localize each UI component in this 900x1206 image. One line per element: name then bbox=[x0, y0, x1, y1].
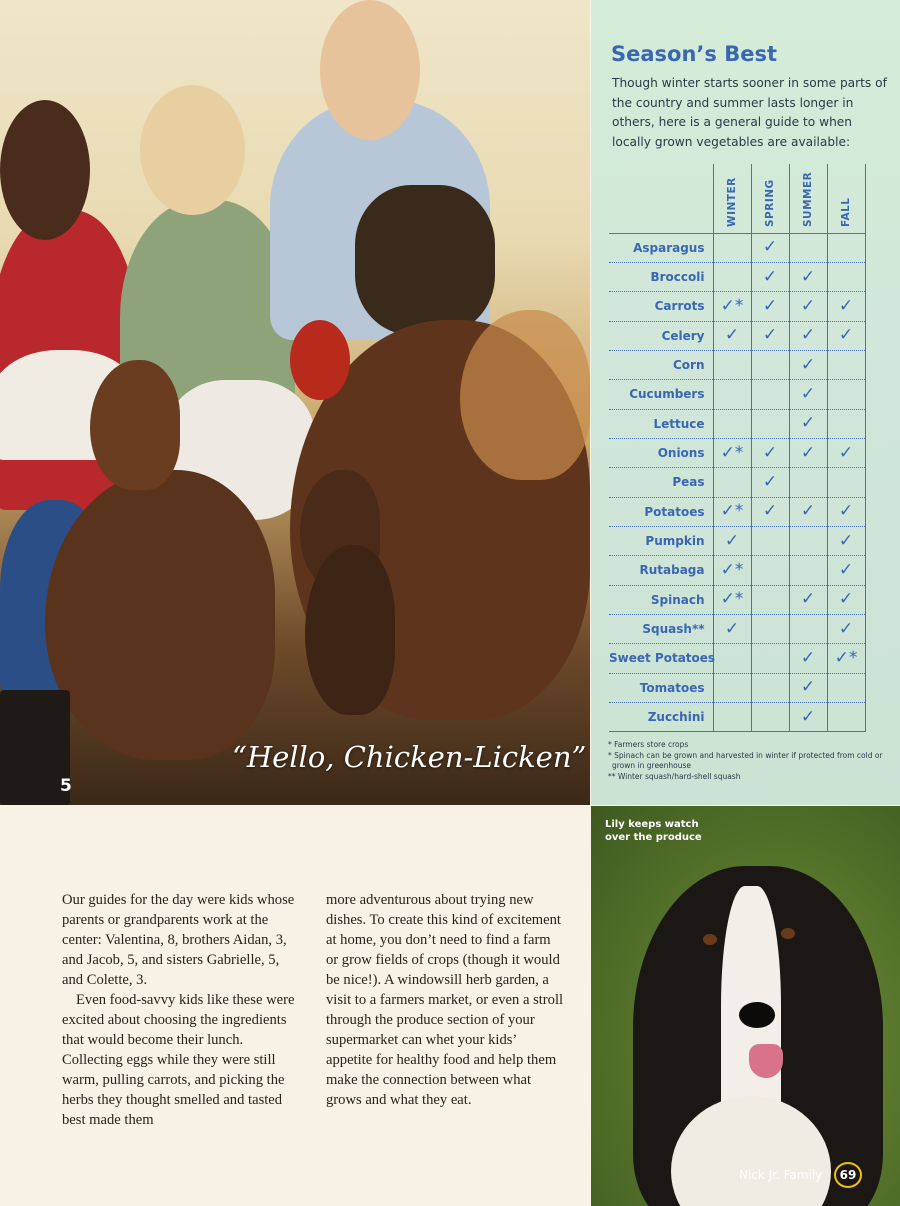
check-mark-cell: ✓* bbox=[713, 585, 751, 614]
article-paragraph: Even food-savvy kids like these were excited about choosing the ingredients that would become their lunch. Collecting eggs while they were still warm, pulling carrots, and picking the herbs they thought smelled and tasted best made them bbox=[62, 992, 295, 1128]
panel-title: Season’s Best bbox=[611, 42, 777, 66]
check-mark-cell bbox=[713, 673, 751, 702]
article-column-left bbox=[62, 890, 302, 1130]
vegetable-name: Carrots bbox=[609, 292, 713, 321]
check-mark-cell: ✓ bbox=[789, 380, 827, 409]
hen-background bbox=[460, 310, 590, 480]
panel-intro: Though winter starts sooner in some parts of the country and summer lasts longer in others, here is a general guide to when locally grown vegetables are available: bbox=[612, 76, 887, 149]
check-mark-cell bbox=[827, 380, 865, 409]
table-corner bbox=[609, 164, 713, 233]
check-mark-cell bbox=[751, 585, 789, 614]
vegetable-name: Broccoli bbox=[609, 262, 713, 291]
check-mark-cell bbox=[751, 556, 789, 585]
season-header: FALL bbox=[827, 164, 865, 233]
vegetable-name: Onions bbox=[609, 438, 713, 467]
article-paragraph: Our guides for the day were kids whose parents or grandparents work at the center: Valentina, 8, brothers Aidan, 3, and Jacob, 5, and sisters Gabrielle, 5, and Colette, 3. bbox=[62, 892, 295, 988]
check-mark-cell bbox=[827, 703, 865, 732]
check-mark-cell bbox=[789, 556, 827, 585]
check-mark-cell bbox=[827, 468, 865, 497]
check-mark-cell: ✓ bbox=[827, 526, 865, 555]
check-mark-cell: ✓ bbox=[751, 233, 789, 262]
table-row bbox=[609, 526, 865, 555]
season-table-body bbox=[609, 233, 865, 732]
vegetable-name: Potatoes bbox=[609, 497, 713, 526]
check-mark-cell bbox=[827, 262, 865, 291]
check-mark-cell: ✓ bbox=[789, 585, 827, 614]
check-mark-cell: ✓* bbox=[827, 644, 865, 673]
check-mark-cell: ✓ bbox=[751, 497, 789, 526]
egg-basket bbox=[355, 185, 495, 335]
check-mark-cell: ✓ bbox=[789, 262, 827, 291]
check-mark-cell: ✓ bbox=[827, 438, 865, 467]
photo-caption: “Hello, Chicken-Licken” bbox=[232, 740, 587, 774]
check-mark-cell: ✓ bbox=[751, 262, 789, 291]
check-mark-cell bbox=[789, 233, 827, 262]
check-mark-cell bbox=[789, 614, 827, 643]
check-mark-cell: ✓ bbox=[713, 614, 751, 643]
hen-left-tail bbox=[90, 360, 180, 490]
season-header: SUMMER bbox=[789, 164, 827, 233]
check-mark-cell bbox=[713, 380, 751, 409]
table-row bbox=[609, 233, 865, 262]
check-mark-cell: ✓* bbox=[713, 497, 751, 526]
magazine-folio: Nick Jr. Family bbox=[739, 1168, 823, 1182]
vegetable-name: Asparagus bbox=[609, 233, 713, 262]
check-mark-cell: ✓ bbox=[827, 556, 865, 585]
season-header: SPRING bbox=[751, 164, 789, 233]
article-paragraph: more adventurous about trying new dishes. To create this kind of excitement at home, you don’t need to find a farm or grow fields of crops (though it would be nice!). A windowsill herb garden, a visit to a farmers market, or even a stroll through the produce section of your supermarket can whet your kids’ appetite for healthy food and help them make the connection between what grows and what they eat. bbox=[326, 892, 564, 1108]
check-mark-cell: ✓ bbox=[751, 438, 789, 467]
check-mark-cell: ✓ bbox=[789, 497, 827, 526]
table-row bbox=[609, 556, 865, 585]
check-mark-cell bbox=[751, 409, 789, 438]
vegetable-name: Celery bbox=[609, 321, 713, 350]
kid-head-blond bbox=[140, 85, 245, 215]
check-mark-cell bbox=[713, 262, 751, 291]
vegetable-name: Zucchini bbox=[609, 703, 713, 732]
check-mark-cell: ✓ bbox=[713, 526, 751, 555]
vegetable-name: Corn bbox=[609, 350, 713, 379]
check-mark-cell bbox=[713, 409, 751, 438]
table-row bbox=[609, 703, 865, 732]
vegetable-name: Lettuce bbox=[609, 409, 713, 438]
page-number: 69 bbox=[834, 1162, 862, 1188]
check-mark-cell: ✓* bbox=[713, 556, 751, 585]
check-mark-cell: ✓ bbox=[789, 409, 827, 438]
table-row bbox=[609, 438, 865, 467]
kid-head-left bbox=[0, 100, 90, 240]
footnote: ** Winter squash/hard-shell squash bbox=[608, 771, 741, 781]
hen-left bbox=[45, 470, 275, 760]
check-mark-cell: ✓ bbox=[827, 321, 865, 350]
table-row bbox=[609, 409, 865, 438]
vegetable-name: Spinach bbox=[609, 585, 713, 614]
article-column-right bbox=[326, 890, 566, 1110]
check-mark-cell bbox=[827, 673, 865, 702]
check-mark-cell: ✓ bbox=[713, 321, 751, 350]
season-table bbox=[609, 164, 866, 732]
footnote: * Spinach can be grown and harvested in winter if protected from cold or grown in greenhouse bbox=[608, 750, 883, 770]
table-row bbox=[609, 497, 865, 526]
table-row bbox=[609, 644, 865, 673]
check-mark-cell: ✓ bbox=[789, 644, 827, 673]
vegetable-name: Peas bbox=[609, 468, 713, 497]
check-mark-cell bbox=[751, 380, 789, 409]
check-mark-cell bbox=[827, 350, 865, 379]
photo-kids-with-chickens bbox=[0, 0, 590, 805]
check-mark-cell bbox=[751, 526, 789, 555]
check-mark-cell bbox=[713, 350, 751, 379]
check-mark-cell bbox=[827, 233, 865, 262]
photo-number: 5 bbox=[60, 776, 72, 796]
check-mark-cell: ✓ bbox=[827, 585, 865, 614]
check-mark-cell: ✓ bbox=[789, 350, 827, 379]
check-mark-cell: ✓ bbox=[789, 321, 827, 350]
check-mark-cell bbox=[713, 468, 751, 497]
table-row bbox=[609, 614, 865, 643]
check-mark-cell bbox=[751, 644, 789, 673]
check-mark-cell bbox=[713, 644, 751, 673]
vegetable-name: Tomatoes bbox=[609, 673, 713, 702]
table-row bbox=[609, 350, 865, 379]
dog-caption: Lily keeps watch over the produce bbox=[605, 819, 702, 843]
table-row bbox=[609, 262, 865, 291]
vegetable-name: Sweet Potatoes bbox=[609, 644, 713, 673]
table-row bbox=[609, 673, 865, 702]
vegetable-name: Pumpkin bbox=[609, 526, 713, 555]
check-mark-cell bbox=[713, 233, 751, 262]
vegetable-name: Squash** bbox=[609, 614, 713, 643]
check-mark-cell: ✓ bbox=[827, 292, 865, 321]
table-row bbox=[609, 380, 865, 409]
kid-head-right bbox=[320, 0, 420, 140]
seasons-best-panel bbox=[591, 0, 900, 805]
season-header-row bbox=[609, 164, 865, 233]
check-mark-cell: ✓ bbox=[827, 497, 865, 526]
check-mark-cell: ✓ bbox=[827, 614, 865, 643]
vegetable-name: Cucumbers bbox=[609, 380, 713, 409]
check-mark-cell: ✓ bbox=[751, 292, 789, 321]
check-mark-cell bbox=[789, 526, 827, 555]
dog-tongue bbox=[749, 1044, 783, 1078]
hen-middle bbox=[305, 545, 395, 715]
check-mark-cell: ✓ bbox=[789, 292, 827, 321]
dog-eye-left bbox=[703, 934, 717, 945]
check-mark-cell bbox=[751, 350, 789, 379]
table-row bbox=[609, 321, 865, 350]
check-mark-cell bbox=[713, 703, 751, 732]
check-mark-cell: ✓ bbox=[751, 468, 789, 497]
hen-comb bbox=[290, 320, 350, 400]
check-mark-cell bbox=[789, 468, 827, 497]
check-mark-cell bbox=[827, 409, 865, 438]
table-row bbox=[609, 468, 865, 497]
check-mark-cell: ✓* bbox=[713, 292, 751, 321]
check-mark-cell: ✓* bbox=[713, 438, 751, 467]
footnote: * Farmers store crops bbox=[608, 740, 689, 749]
table-row bbox=[609, 292, 865, 321]
dog-nose bbox=[739, 1002, 775, 1028]
check-mark-cell bbox=[751, 614, 789, 643]
check-mark-cell bbox=[751, 703, 789, 732]
vegetable-name: Rutabaga bbox=[609, 556, 713, 585]
photo-dog-lily bbox=[591, 806, 900, 1206]
check-mark-cell: ✓ bbox=[789, 673, 827, 702]
check-mark-cell: ✓ bbox=[789, 438, 827, 467]
check-mark-cell: ✓ bbox=[751, 321, 789, 350]
season-header: WINTER bbox=[713, 164, 751, 233]
check-mark-cell: ✓ bbox=[789, 703, 827, 732]
dog-eye-right bbox=[781, 928, 795, 939]
table-row bbox=[609, 585, 865, 614]
check-mark-cell bbox=[751, 673, 789, 702]
table-footnotes bbox=[608, 740, 893, 782]
